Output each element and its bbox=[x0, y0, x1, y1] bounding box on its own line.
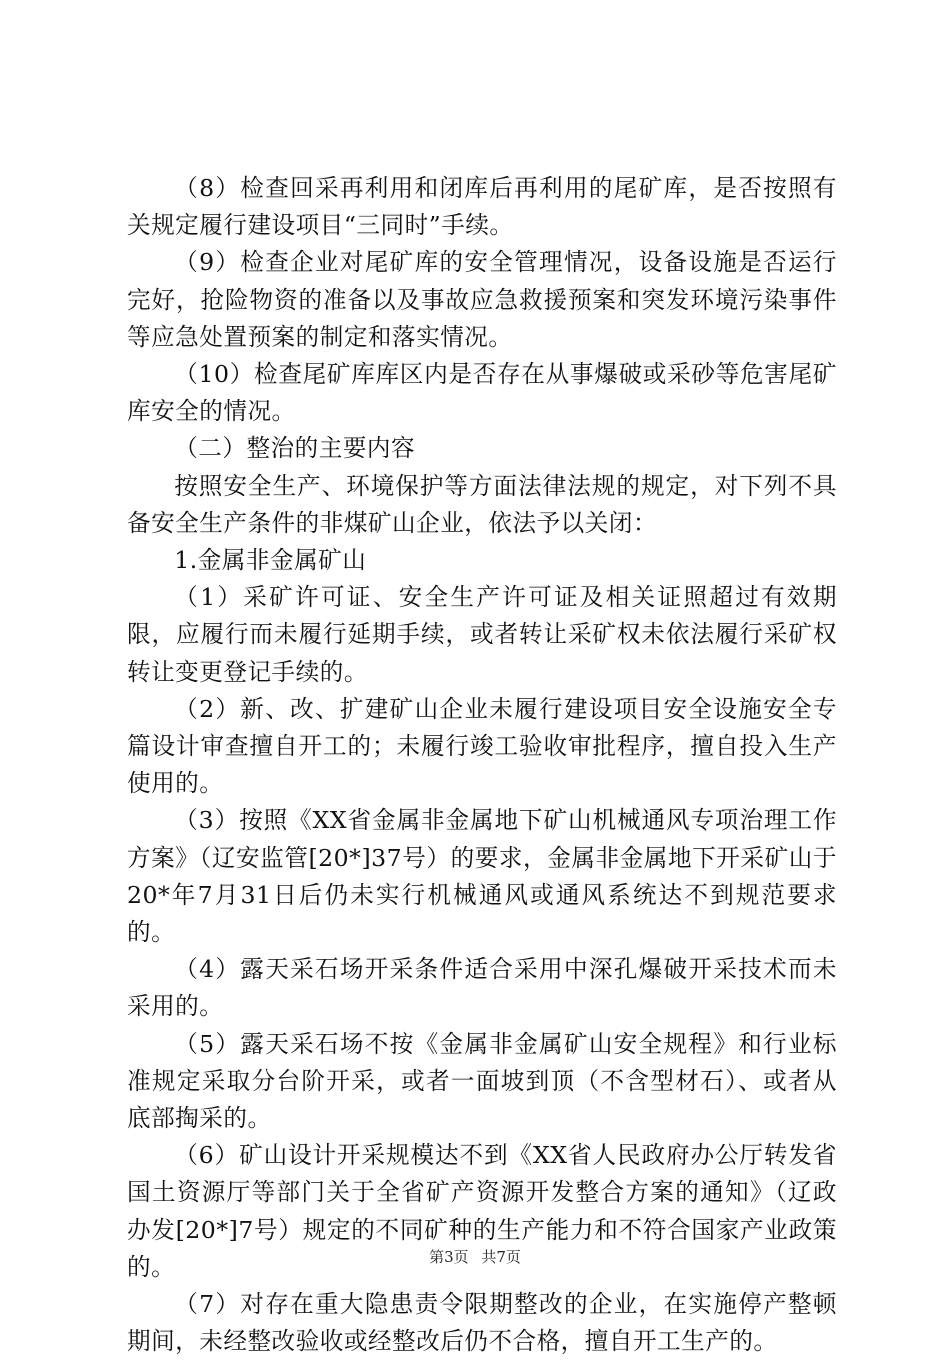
list-item-2: （2）新、改、扩建矿山企业未履行建设项目安全设施安全专篇设计审查擅自开工的；未履行竣工验收审批程序，擅自投入生产使用的。 bbox=[127, 694, 837, 798]
page-number: 第3页 bbox=[429, 1248, 469, 1266]
section-heading-2: （二）整治的主要内容 bbox=[174, 434, 416, 463]
subsection-heading-1: 1.金属非金属矿山 bbox=[174, 546, 367, 575]
paragraph-9: （9）检查企业对尾矿库的安全管理情况，设备设施是否运行完好，抢险物资的准备以及事故应急救援预案和突发环境污染事件等应急处置预案的制定和落实情况。 bbox=[127, 248, 837, 351]
page-total: 共7页 bbox=[481, 1248, 521, 1266]
paragraph-10: （10）检查尾矿库库区内是否存在从事爆破或采砂等危害尾矿库安全的情况。 bbox=[127, 360, 837, 426]
list-item-6: （6）矿山设计开采规模达不到《XX省人民政府办公厅转发省国土资源厅等部门关于全省矿产资源开发整合方案的通知》（辽政办发[20*]7号）规定的不同矿种的生产能力和不符合国家产业政策的。 bbox=[127, 1141, 837, 1281]
paragraph-intro: 按照安全生产、环境保护等方面法律法规的规定，对下列不具备安全生产条件的非煤矿山企业，依法予以关闭： bbox=[127, 471, 837, 537]
page-footer bbox=[0, 1246, 950, 1267]
list-item-1: （1）采矿许可证、安全生产许可证及相关证照超过有效期限，应履行而未履行延期手续，或者转让采矿权未依法履行采矿权转让变更登记手续的。 bbox=[127, 583, 837, 686]
list-item-5: （5）露天采石场不按《金属非金属矿山安全规程》和行业标准规定采取分台阶开采，或者一面坡到顶（不含型材石）、或者从底部掏采的。 bbox=[127, 1029, 837, 1133]
paragraph-8: （8）检查回采再利用和闭库后再利用的尾矿库，是否按照有关规定履行建设项目“三同时”手续。 bbox=[127, 174, 837, 240]
list-item-4: （4）露天采石场开采条件适合采用中深孔爆破开采技术而未采用的。 bbox=[127, 955, 837, 1021]
list-item-7: （7）对存在重大隐患责令限期整改的企业，在实施停产整顿期间，未经整改验收或经整改后仍不合格，擅自开工生产的。 bbox=[127, 1290, 837, 1356]
list-item-3: （3）按照《XX省金属非金属地下矿山机械通风专项治理工作方案》（辽安监管[20*]37号）的要求，金属非金属地下开采矿山于20*年7月31日后仍未实行机械通风或通风系统达不到规范要求的。 bbox=[127, 806, 837, 947]
document-body bbox=[127, 170, 837, 1361]
